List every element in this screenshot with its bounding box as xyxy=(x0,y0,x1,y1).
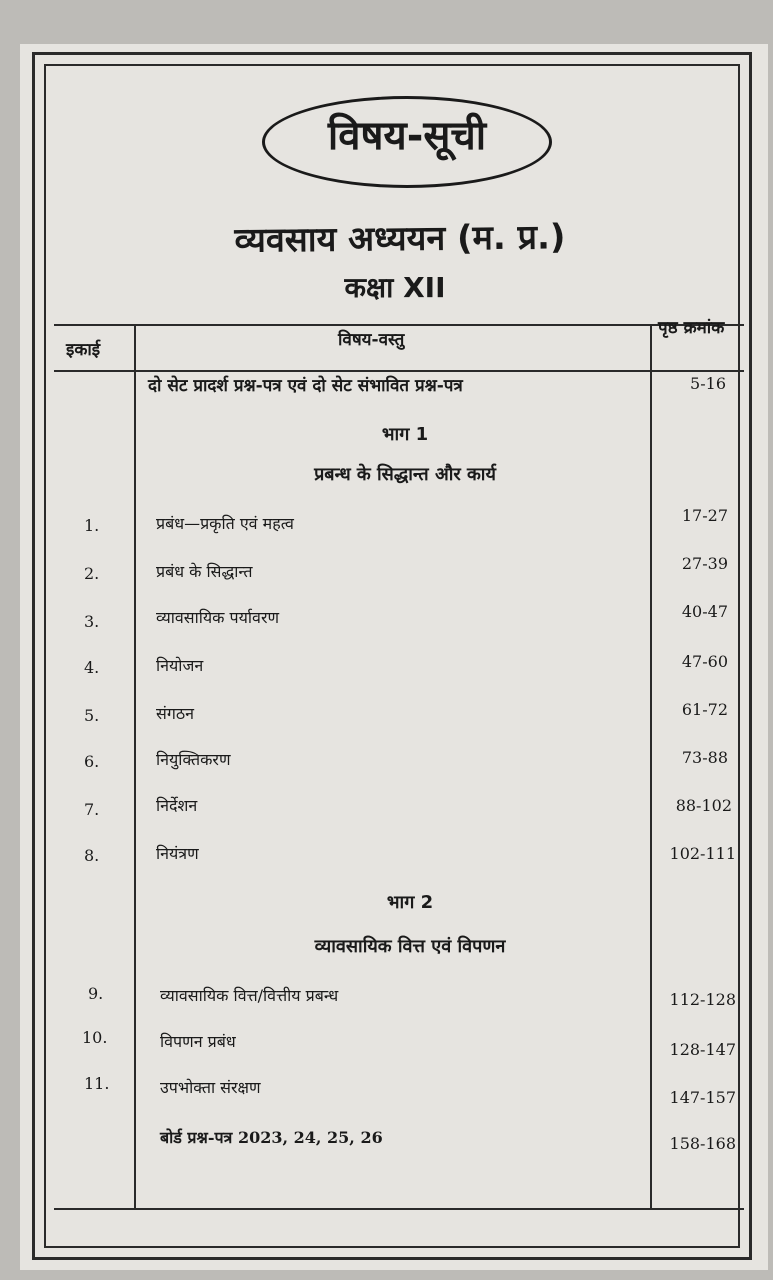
unit-number: 10. xyxy=(82,1028,108,1047)
row-content: व्यावसायिक पर्यावरण xyxy=(156,608,280,627)
row-page: 40-47 xyxy=(681,602,728,621)
row-content: प्रबंध—प्रकृति एवं महत्व xyxy=(156,514,294,533)
row-content: उपभोक्ता संरक्षण xyxy=(160,1078,261,1097)
header-page: पृष्ठ क्रमांक xyxy=(658,318,725,338)
unit-number: 7. xyxy=(84,800,100,819)
row-page: 73-88 xyxy=(681,748,728,767)
row-content: नियोजन xyxy=(156,656,204,675)
row-page: 27-39 xyxy=(681,554,728,573)
part1-label: भाग 1 xyxy=(381,424,429,445)
board-page: 158-168 xyxy=(669,1134,736,1153)
unit-number: 3. xyxy=(84,612,100,631)
unit-number: 4. xyxy=(84,658,100,677)
row-page: 61-72 xyxy=(681,700,728,719)
board-content: बोर्ड प्रश्न-पत्र 2023, 24, 25, 26 xyxy=(160,1128,383,1147)
row-page: 112-128 xyxy=(669,990,736,1009)
header-content: विषय-वस्तु xyxy=(338,330,405,350)
part2-title: व्यावसायिक वित्त एवं विपणन xyxy=(314,936,506,957)
subject-title: व्यवसाय अध्ययन (म. प्र.) xyxy=(234,217,566,261)
row-page: 128-147 xyxy=(669,1040,736,1059)
table-top-rule xyxy=(54,324,744,326)
unit-number: 6. xyxy=(84,752,100,771)
row-content: व्यावसायिक वित्त/वित्तीय प्रबन्ध xyxy=(160,986,339,1005)
unit-number: 1. xyxy=(84,516,100,535)
row-content: प्रबंध के सिद्धान्त xyxy=(156,562,253,581)
row-page: 47-60 xyxy=(681,652,728,671)
unit-number: 5. xyxy=(84,706,100,725)
table-column-divider-left xyxy=(134,324,136,1208)
table-bottom-rule xyxy=(54,1208,744,1210)
row-content: विपणन प्रबंध xyxy=(160,1032,236,1051)
table-header-rule xyxy=(54,370,744,372)
page-title: विषय-सूची xyxy=(327,113,487,159)
row-content: नियुक्तिकरण xyxy=(156,750,231,769)
row-page: 102-111 xyxy=(669,844,736,863)
part1-title: प्रबन्ध के सिद्धान्त और कार्य xyxy=(314,464,496,485)
row-page: 17-27 xyxy=(681,506,728,525)
row-page: 147-157 xyxy=(669,1088,736,1107)
intro-page: 5-16 xyxy=(690,374,726,393)
header-unit: इकाई xyxy=(66,340,101,360)
unit-number: 11. xyxy=(84,1074,110,1093)
row-page: 88-102 xyxy=(675,796,732,815)
unit-number: 2. xyxy=(84,564,100,583)
unit-number: 9. xyxy=(88,984,104,1003)
row-content: नियंत्रण xyxy=(156,844,199,863)
class-label: कक्षा XII xyxy=(344,271,446,304)
row-content: संगठन xyxy=(156,704,195,723)
part2-label: भाग 2 xyxy=(386,892,434,913)
intro-content: दो सेट प्रादर्श प्रश्न-पत्र एवं दो सेट संभावित प्रश्न-पत्र xyxy=(148,376,463,396)
unit-number: 8. xyxy=(84,846,100,865)
row-content: निर्देशन xyxy=(156,796,198,815)
